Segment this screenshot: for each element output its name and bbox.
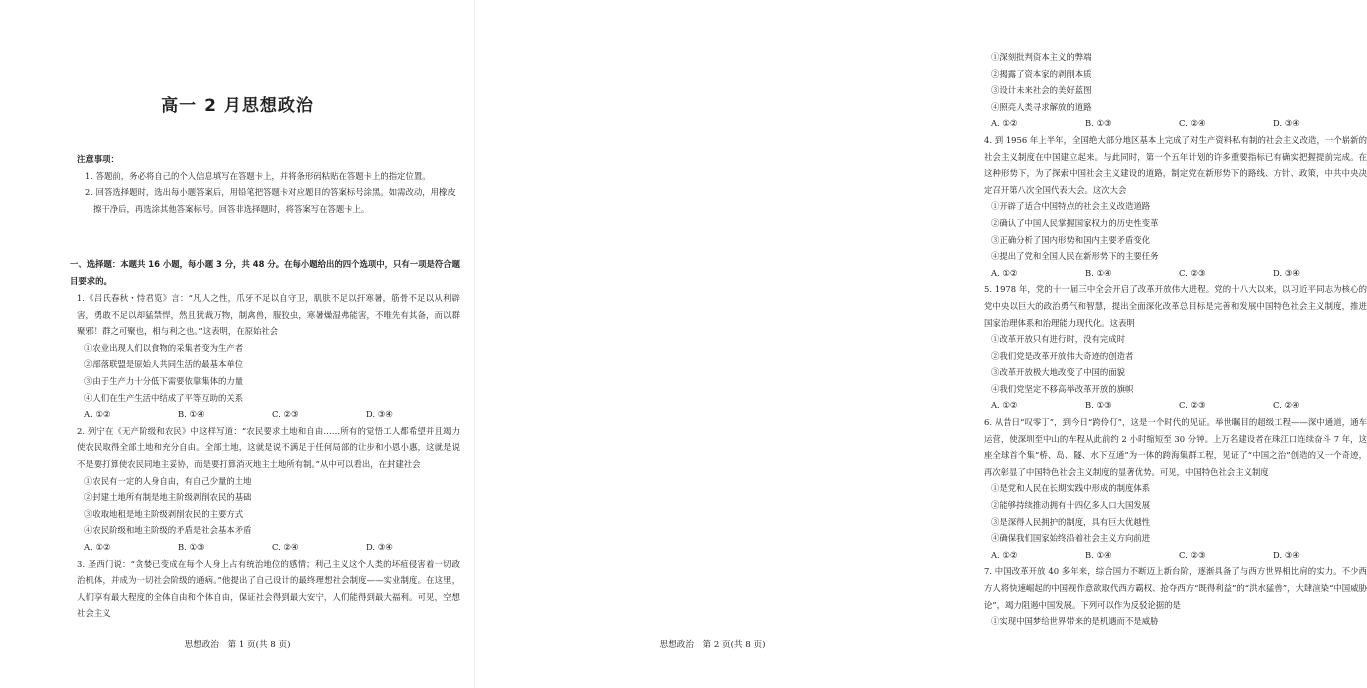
question-stem: 2. 列宁在《无产阶级和农民》中这样写道：“农民要求土地和自由……所有的觉悟工人都希望并且竭力使农民取得全部土地和充分自由。全部土地，这就是说不满足于任何局部的让步和小恩小惠，这就是说不是要打算使农民同地主妥协，而是要打算消灭地主土地所有制。”从中可以看出，在封建社会	[77, 425, 460, 469]
question-option: ①开辟了适合中国特点的社会主义改造道路	[991, 201, 1151, 212]
choice-d: D. ③④	[1273, 549, 1300, 560]
question-5	[984, 281, 1367, 414]
page-footer: 思想政治 第 1 页(共 8 页)	[184, 640, 291, 650]
choice-d: C. ②④	[1273, 400, 1300, 411]
notes-block	[77, 151, 457, 217]
choice-b: B. ①③	[1085, 118, 1112, 129]
choice-c: C. ②③	[1179, 400, 1206, 411]
choice-d: D. ③④	[366, 541, 393, 552]
choice-b: B. ①④	[1085, 267, 1112, 278]
choice-c: C. ②④	[272, 541, 299, 552]
choice-c: C. ②③	[1179, 267, 1206, 278]
answer-choices	[984, 397, 1367, 414]
note-item: 1. 答题前，务必将自己的个人信息填写在答题卡上，并将条形码粘贴在答题卡上的指定位置。	[85, 170, 431, 181]
right-page	[475, 0, 1367, 688]
choice-b: B. ①④	[178, 409, 205, 420]
answer-choices	[984, 115, 1367, 132]
question-option: ①改革开放只有进行时，没有完成时	[991, 334, 1125, 345]
section-heading: 一、选择题：本题共 16 小题，每小题 3 分，共 48 分。在每小题给出的四个选项中，只有一项是符合题目要求的。	[70, 259, 461, 286]
question-option: ④我们党坚定不移高举改革开放的旗帜	[991, 383, 1134, 394]
choice-c: C. ②③	[1179, 549, 1206, 560]
question-stem: 4. 到 1956 年上半年，全国绝大部分地区基本上完成了对生产资料私有制的社会主义改造，一个崭新的社会主义制度在中国建立起来。与此同时，第一个五年计划的许多重要指标已有确实把握提前完成。在这种形势下，为了探索中国社会主义建设的道路，制定党在新形势下的路线、方针、政策，中共中央决定召开第八次全国代表大会。这次大会	[984, 134, 1367, 195]
choice-a: A. ①②	[991, 549, 1018, 560]
question-option: ②确认了中国人民掌握国家权力的历史性变革	[991, 217, 1159, 228]
question-option: ④照亮人类寻求解放的道路	[991, 101, 1092, 112]
question-3-options	[984, 49, 1367, 132]
choice-a: A. ①②	[84, 541, 111, 552]
question-option: ②能够持续推动拥有十四亿多人口大国发展	[991, 500, 1151, 511]
choice-c: C. ②④	[1179, 118, 1206, 129]
choice-d: D. ③④	[366, 409, 393, 420]
page-footer: 思想政治 第 2 页(共 8 页)	[659, 640, 766, 650]
question-option: ③正确分析了国内形势和国内主要矛盾变化	[991, 234, 1151, 245]
question-column-left	[77, 290, 460, 622]
question-7	[984, 563, 1367, 629]
question-option: ②揭露了资本家的剥削本质	[991, 68, 1092, 79]
left-page	[0, 0, 475, 688]
question-2	[77, 423, 460, 556]
question-stem: 1.《吕氏春秋・恃君览》言：“凡人之性，爪牙不足以自守卫，肌肤不足以扞寒暑，筋骨不足以从利辟害，勇敢不足以却猛禁悍，然且犹裁万物，制禽兽，服狡虫，寒暑燥湿弗能害，不唯先有其备，而以群聚邪！群之可聚也，相与利之也。”这表明，在原始社会	[77, 293, 460, 337]
question-option: ②封建土地所有制是地主阶级剥削农民的基础	[84, 492, 252, 503]
question-option: ④农民阶级和地主阶级的矛盾是社会基本矛盾	[84, 525, 252, 536]
question-column-right	[984, 49, 1367, 630]
question-option: ①实现中国梦给世界带来的是机遇而不是威胁	[991, 616, 1159, 627]
choice-b: B. ①③	[178, 541, 205, 552]
question-option: ④确保我们国家始终沿着社会主义方向前进	[991, 533, 1151, 544]
note-item: 2. 回答选择题时，选出每小题答案后，用铅笔把答题卡对应题目的答案标号涂黑。如需改动，用橡皮擦干净后，再选涂其他答案标号。回答非选择题时，将答案写在答题卡上。	[85, 187, 456, 214]
question-stem: 7. 中国改革开放 40 多年来，综合国力不断迈上新台阶，逐渐具备了与西方世界相比肩的实力。不少西方人将快速崛起的中国视作意欲取代西方霸权、抢夺西方“既得利益”的“洪水猛兽”，大肆渲染“中国威胁论”，竭力阻遏中国发展。下列可以作为反驳论据的是	[984, 566, 1367, 610]
question-option: ④提出了党和全国人民在新形势下的主要任务	[991, 251, 1159, 262]
answer-choices	[984, 265, 1367, 282]
question-option: ③是深得人民拥护的制度，具有巨大优越性	[991, 516, 1151, 527]
notes-heading: 注意事项：	[77, 154, 119, 164]
question-option: ①深刻批判资本主义的弊端	[991, 52, 1092, 62]
answer-choices	[77, 539, 460, 556]
question-3	[77, 556, 460, 622]
answer-choices	[984, 547, 1367, 564]
question-option: ①农民有一定的人身自由，有自己少量的土地	[84, 475, 252, 486]
question-option: ②部落联盟是原始人共同生活的最基本单位	[84, 359, 244, 370]
question-option: ①是党和人民在长期实践中形成的制度体系	[991, 483, 1151, 494]
choice-c: C. ②③	[272, 409, 299, 420]
question-option: ④人们在生产生活中结成了平等互助的关系	[84, 392, 244, 403]
question-stem: 6. 从昔日“叹零丁”，到今日“跨伶仃”，这是一个时代的见证。举世瞩目的超级工程——深中通道，通车运营，使深圳至中山的车程从此前约 2 小时缩短至 30 分钟。上万名建设者在珠江口连续奋斗 7 年，这座全球首个集“桥、岛、隧、水下互通”为一体的跨海集群工程，见证了“中国之治”创造的又一个奇迹，再次彰显了中国特色社会主义制度的显著优势。可见，中国特色社会主义制度	[984, 417, 1367, 477]
question-option: ③设计未来社会的美好蓝图	[991, 85, 1092, 96]
choice-d: D. ③④	[1273, 267, 1300, 278]
question-option: ③改革开放极大地改变了中国的面貌	[991, 367, 1125, 378]
choice-b: B. ①③	[1085, 400, 1112, 411]
question-option: ②我们党是改革开放伟大奇迹的创造者	[991, 350, 1134, 361]
page-title: 高一 2 月思想政治	[161, 96, 314, 116]
choice-a: A. ①②	[991, 267, 1018, 278]
question-stem: 3. 圣西门说：“贪婪已变成在每个人身上占有统治地位的感情；利己主义这个人类的坏疽侵害着一切政治机体，并成为一切社会阶级的通病。”他提出了自己设计的最终理想社会制度——实业制度。在这里，人们享有最大程度的全体自由和个体自由，保证社会得到最大安宁，人们能得到最大福利。可见，空想社会主义	[77, 558, 460, 619]
question-option: ③由于生产力十分低下需要依靠集体的力量	[84, 375, 244, 386]
question-stem: 5. 1978 年，党的十一届三中全会开启了改革开放伟大进程。党的十八大以来，以习近平同志为核心的党中央以巨大的政治勇气和智慧，提出全面深化改革总目标是完善和发展中国特色社会主义制度，推进国家治理体系和治理能力现代化。这表明	[984, 284, 1367, 328]
question-option: ①农业出现人们以食物的采集者变为生产者	[84, 342, 244, 353]
answer-choices	[77, 406, 460, 423]
choice-d: D. ③④	[1273, 118, 1300, 129]
choice-a: A. ①②	[84, 409, 111, 420]
question-1	[77, 290, 460, 423]
choice-a: A. ①②	[991, 400, 1018, 411]
choice-b: B. ①④	[1085, 549, 1112, 560]
question-4	[984, 132, 1367, 281]
choice-a: A. ①②	[991, 118, 1018, 129]
question-option: ③收取地租是地主阶级剥削农民的主要方式	[84, 508, 244, 519]
question-6	[984, 414, 1367, 563]
